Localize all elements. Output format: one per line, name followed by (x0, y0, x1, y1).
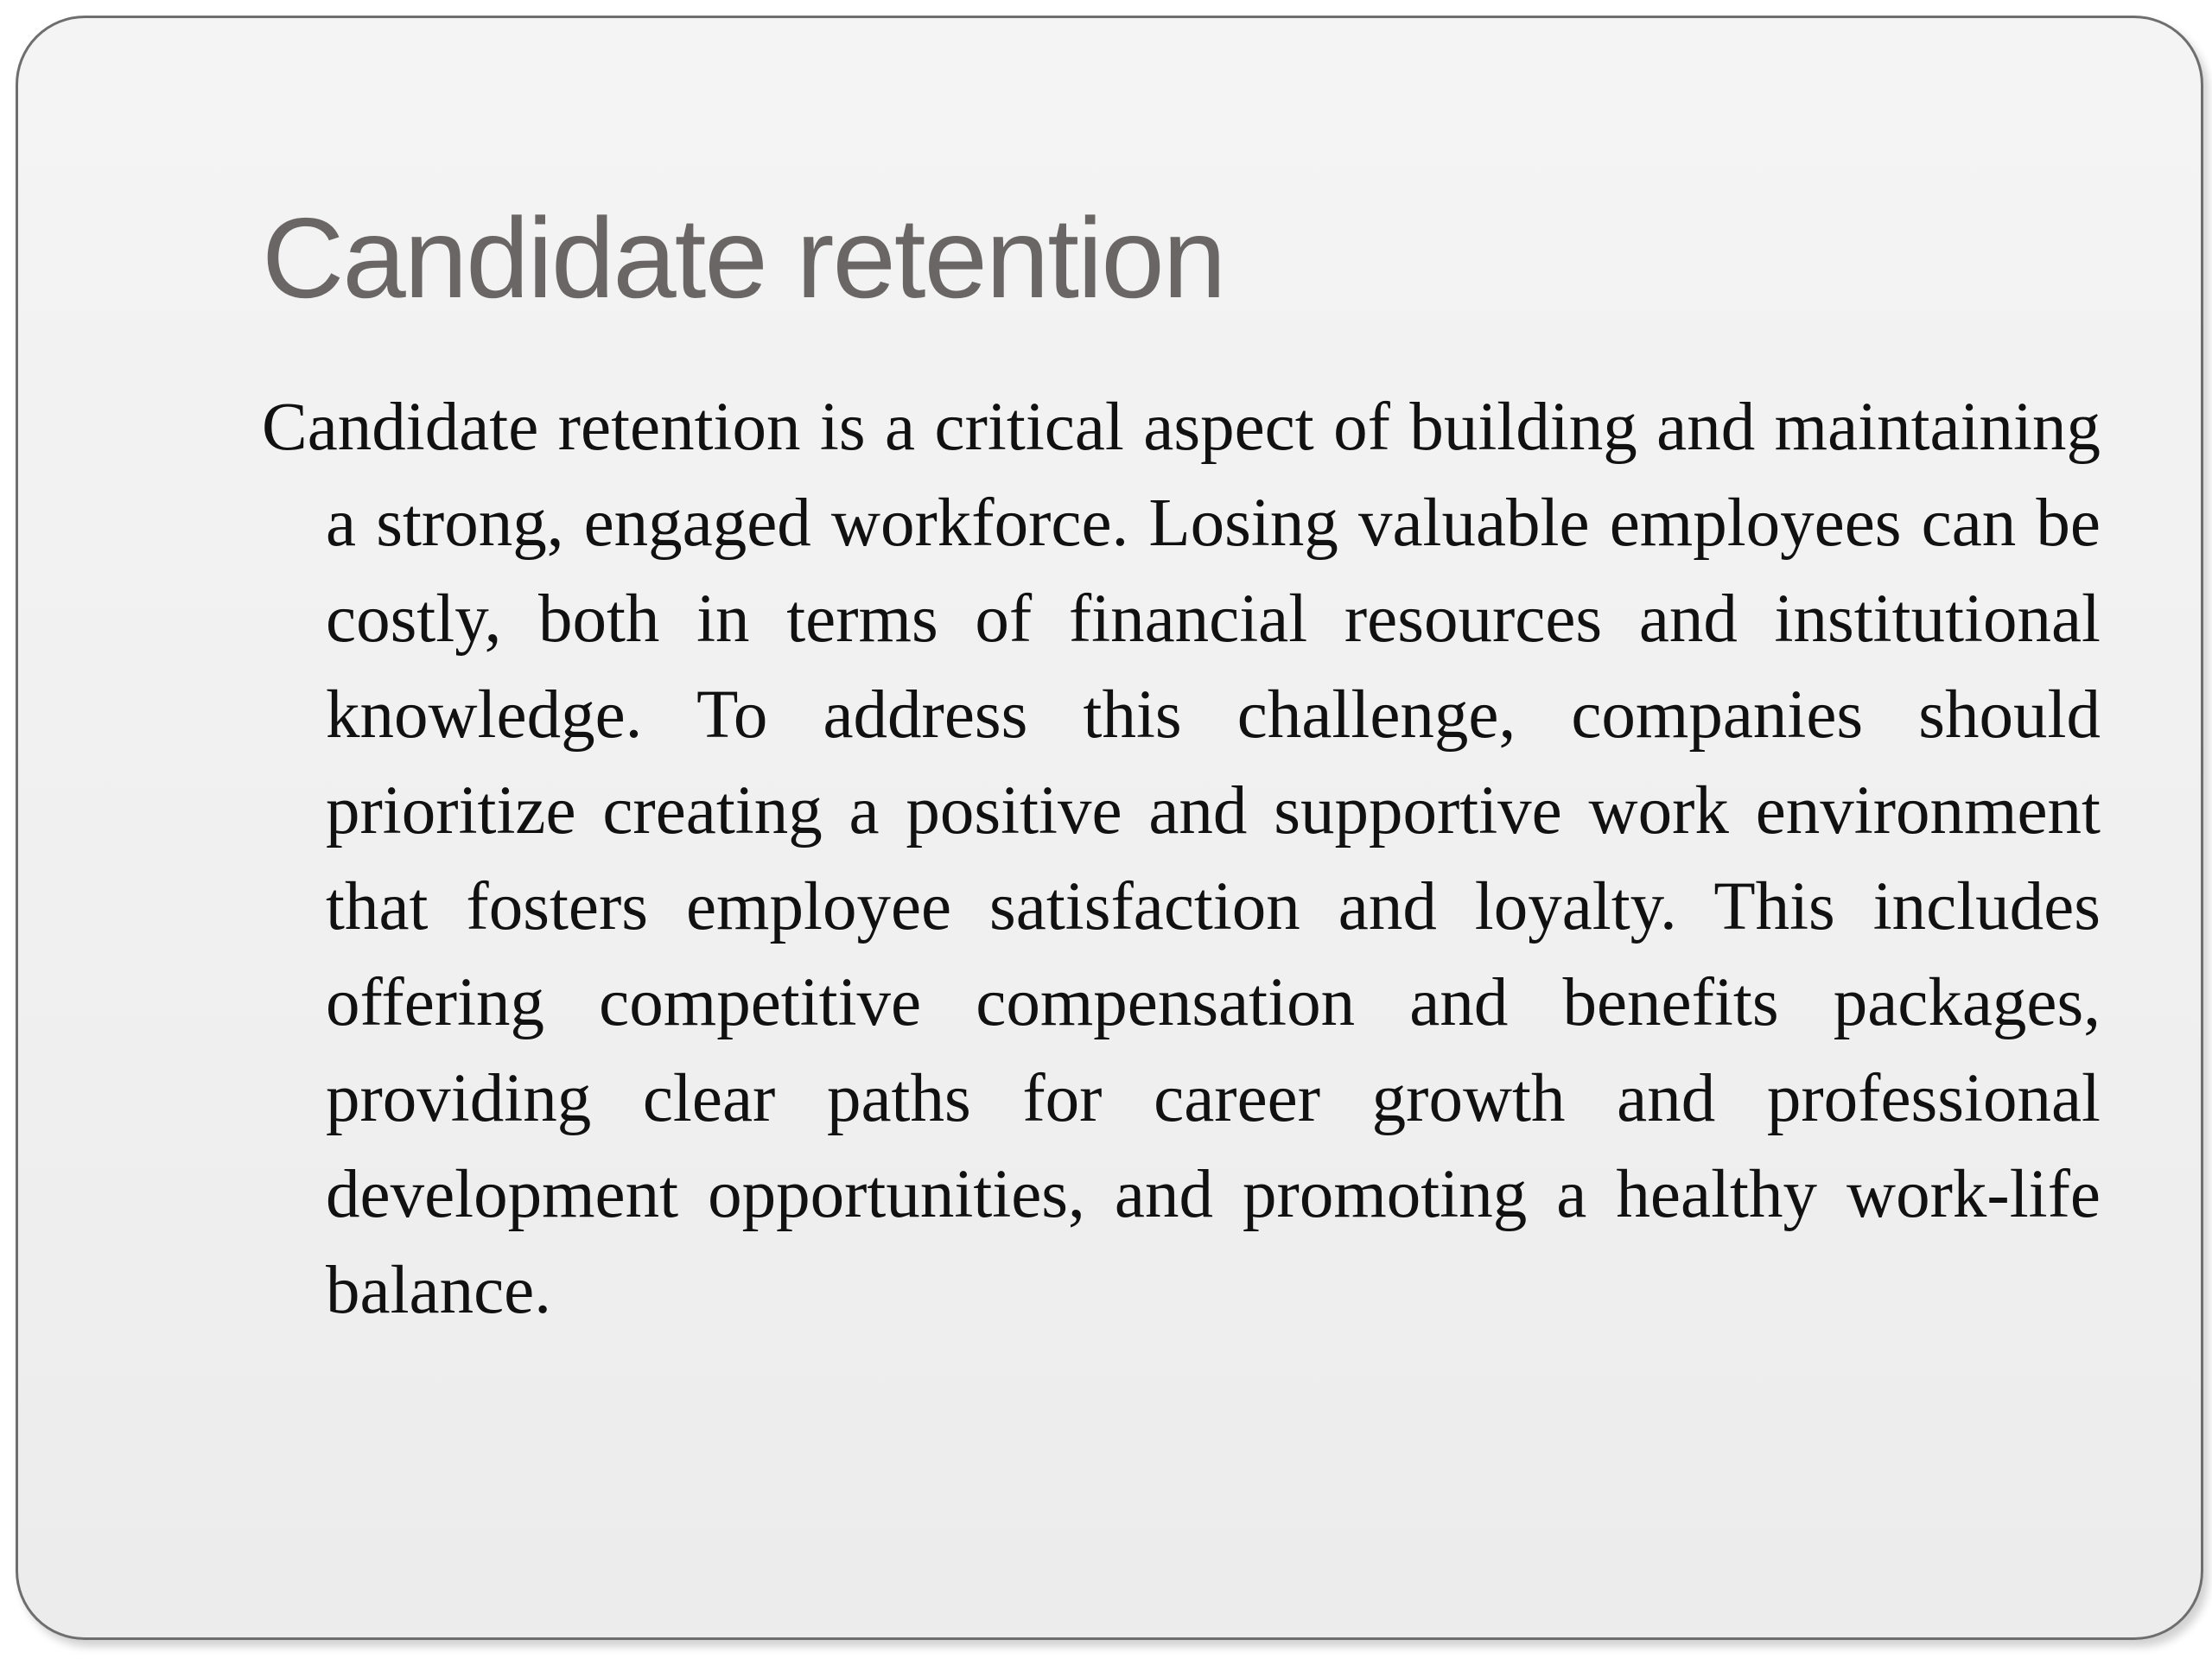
slide-body-text: Candidate retention is a critical aspect of building and maintaining a strong, engaged workforce. Losing valuable employees can be costly, both in terms of financial resources and institutional knowledge. To address this challenge, companies should prioritize creating a positive and supportive work environment that fosters employee satisfaction and loyalty. This includes offering competitive compensation and benefits packages, providing clear paths for career growth and professional development opportunities, and promoting a healthy work-life balance. (262, 390, 2101, 1328)
slide-frame (16, 16, 2203, 1640)
slide-title: Candidate retention (262, 194, 1225, 321)
